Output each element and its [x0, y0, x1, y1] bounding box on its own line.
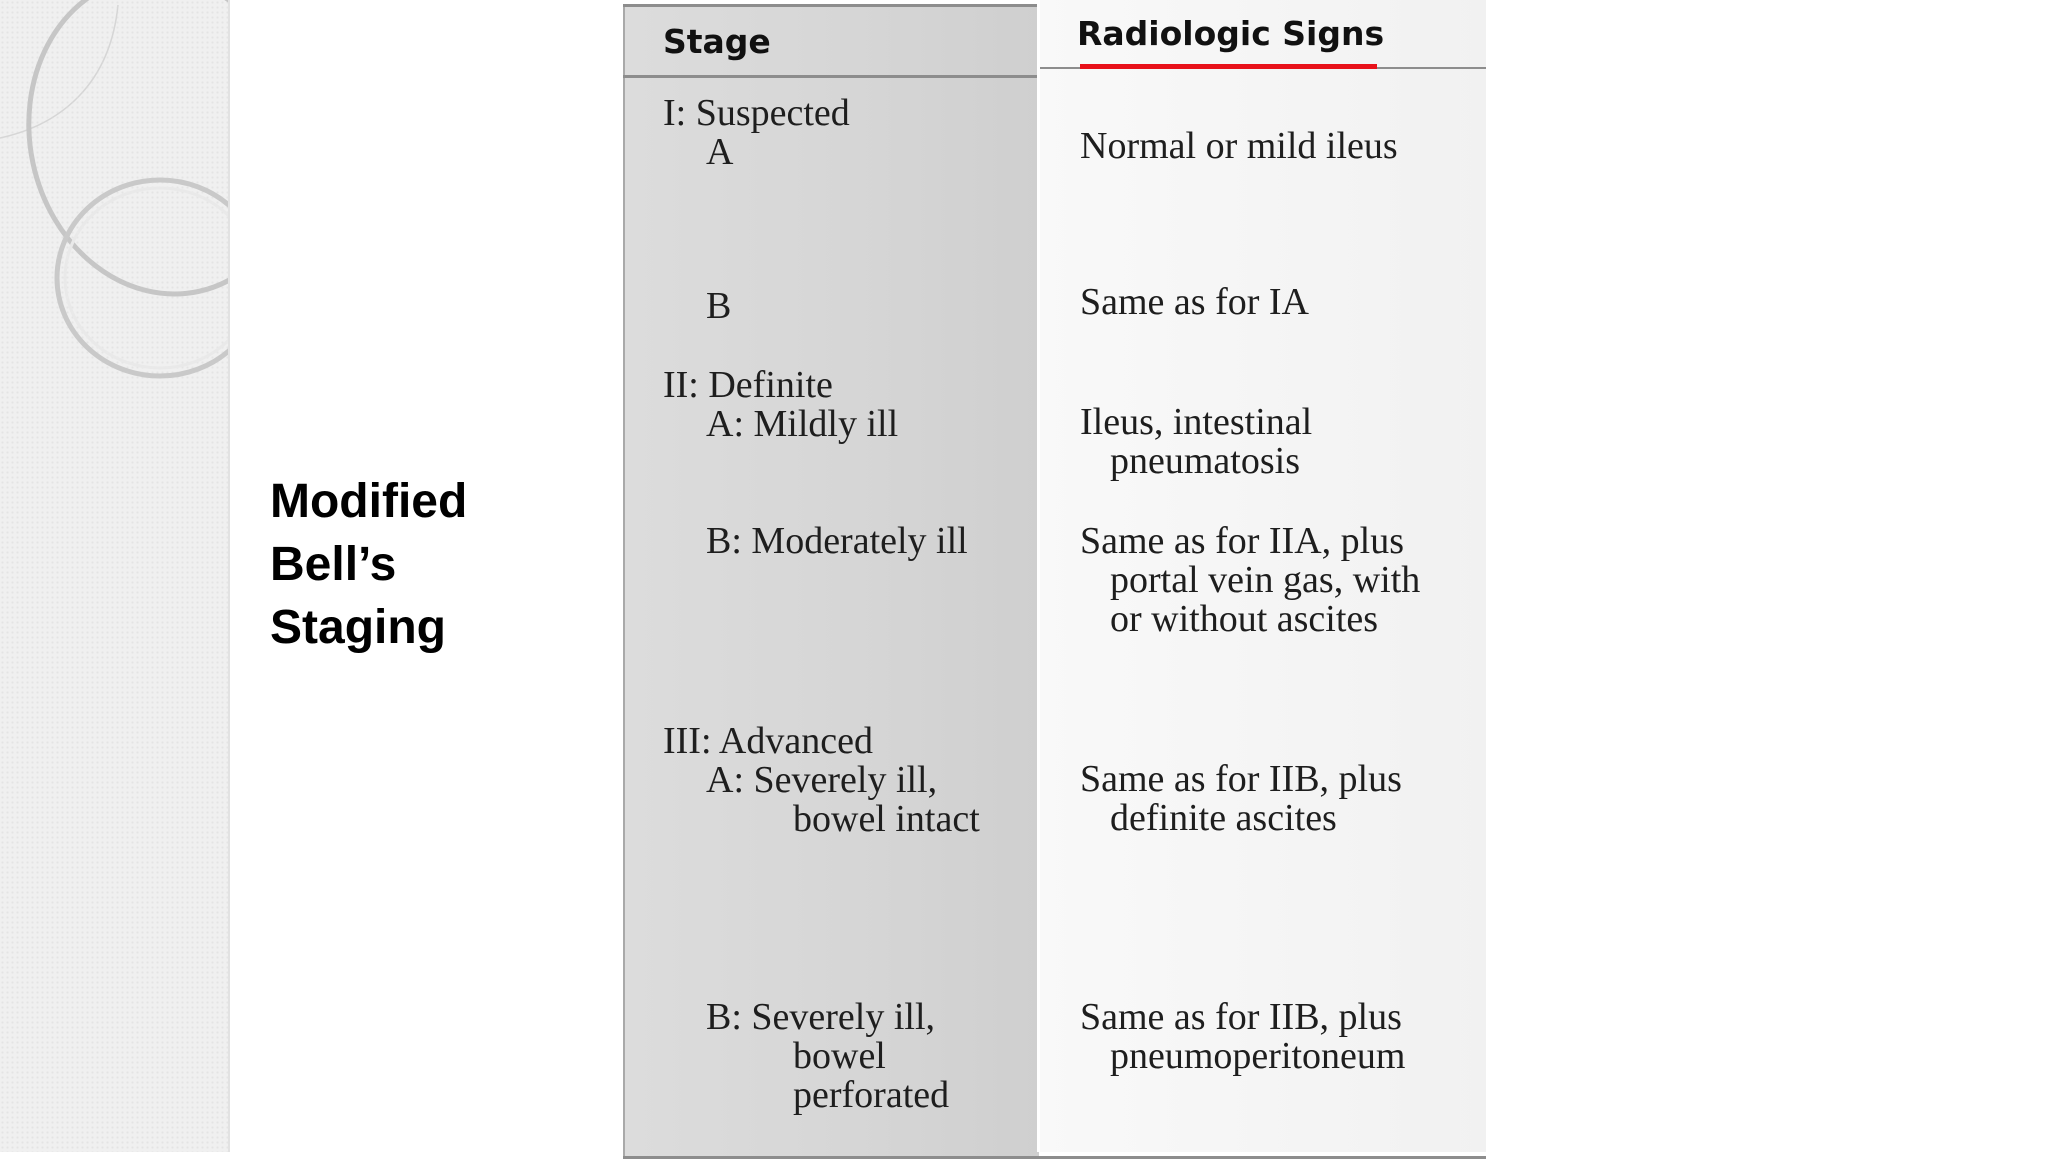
decorative-side-band: [0, 0, 230, 1152]
stage-cell: [663, 998, 949, 1115]
header-accent-underline: [1080, 64, 1377, 69]
signs-text: Same as for IIB, plus: [1080, 758, 1402, 800]
signs-cell: [1080, 522, 1420, 639]
stage-text: bowel intact: [793, 798, 980, 840]
stage-text: B: Moderately ill: [706, 520, 968, 562]
staging-table: [623, 0, 1486, 1152]
signs-cell: [1080, 283, 1309, 322]
stage-text: A: [706, 131, 734, 173]
signs-text: Same as for IA: [1080, 281, 1309, 323]
table-top-rule: [623, 4, 1037, 7]
stage-text: bowel: [793, 1035, 886, 1077]
signs-text: portal vein gas, with: [1110, 559, 1421, 601]
stage-cell: [663, 94, 850, 172]
stage-text: III: Advanced: [663, 720, 873, 762]
decorative-rings: [0, 0, 228, 1152]
stage-text: perforated: [793, 1074, 950, 1116]
stage-cell: [663, 366, 898, 444]
signs-text: pneumatosis: [1110, 440, 1300, 482]
signs-cell: [1080, 998, 1405, 1076]
signs-text: or without ascites: [1110, 598, 1379, 640]
stage-cell: [663, 522, 968, 561]
title-line: Staging: [270, 601, 446, 654]
signs-text: definite ascites: [1110, 797, 1337, 839]
signs-text: Same as for IIB, plus: [1080, 996, 1402, 1038]
signs-cell: [1080, 760, 1402, 838]
stage-text: A: Mildly ill: [706, 403, 899, 445]
stage-column-header: Stage: [663, 22, 771, 61]
signs-text: Ileus, intestinal: [1080, 401, 1313, 443]
header-rule: [623, 75, 1037, 78]
stage-text: A: Severely ill,: [706, 759, 938, 801]
signs-text: pneumoperitoneum: [1110, 1035, 1406, 1077]
signs-cell: [1080, 127, 1398, 166]
stage-text: B: Severely ill,: [706, 996, 936, 1038]
signs-column-header: Radiologic Signs: [1077, 14, 1385, 53]
title-line: Modified: [270, 475, 468, 528]
signs-text: Normal or mild ileus: [1080, 125, 1398, 167]
stage-cell: [663, 287, 731, 326]
signs-cell: [1080, 403, 1312, 481]
stage-text: I: Suspected: [663, 92, 850, 134]
slide-title: [270, 470, 570, 659]
stage-column-background: [623, 5, 1039, 1157]
title-line: Bell’s: [270, 538, 397, 591]
signs-text: Same as for IIA, plus: [1080, 520, 1404, 562]
stage-cell: [663, 722, 980, 839]
stage-text: II: Definite: [663, 364, 833, 406]
stage-text: B: [706, 285, 732, 327]
